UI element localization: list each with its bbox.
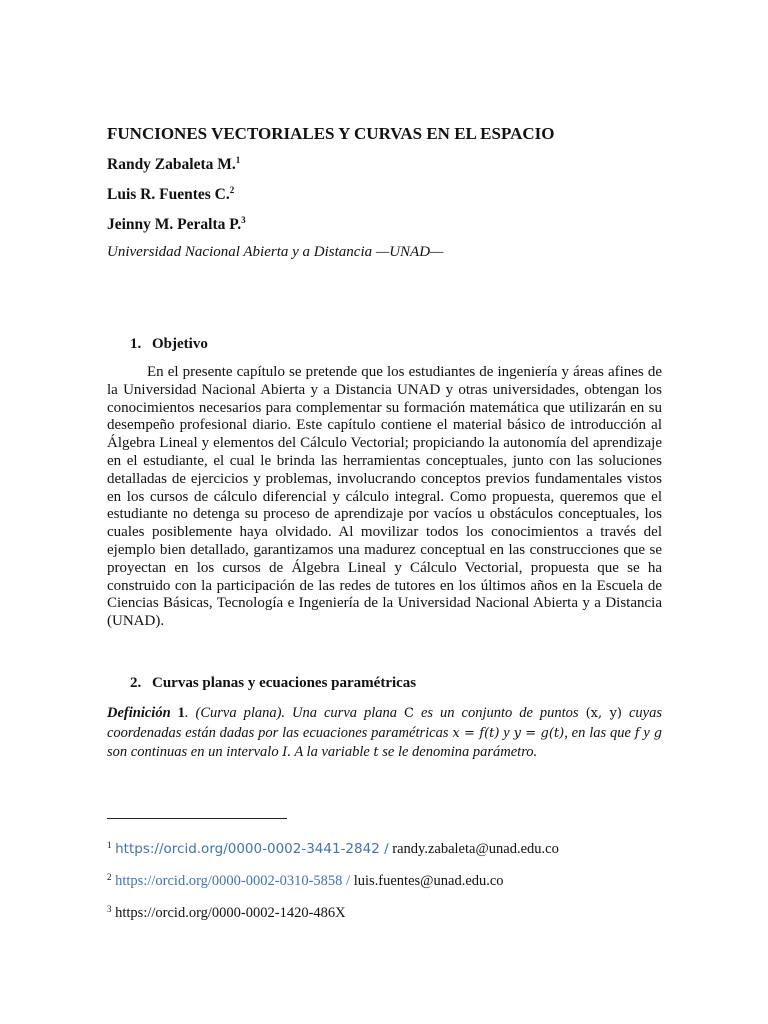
footnote-3-mark: 3 (107, 904, 112, 914)
footnote-3-orcid: https://orcid.org/0000-0002-1420-486X (115, 905, 346, 921)
footnote-2-orcid-link[interactable]: https://orcid.org/0000-0002-0310-5858 / (115, 873, 351, 889)
definition-text: . (Curva plana). Una curva plana (184, 705, 405, 721)
author-2 (107, 185, 234, 204)
math-y-equation: y = g(t) (513, 725, 565, 741)
math-interval-i: I (282, 745, 288, 760)
author-3 (107, 215, 246, 234)
section-2-heading (130, 675, 416, 692)
objective-paragraph: En el presente capítulo se pretende que los estudiantes de ingeniería y áreas afines de la Universidad Nacional Abierta y a Distancia UNAD y otras universidades, obtengan los conocimientos necesarios para complementar su formación matemática que utilizarán en su desempeño profesional diario. Este capítulo contiene el material básico de introducción al Álgebra Lineal y elementos del Cálculo Vectorial; propiciando la autonomía del aprendizaje en el estudiante, el cual le brinda las herramientas conceptuales, junto con las soluciones detalladas de ejercicios y problemas, involucrando conceptos previos fundamentales vistos en los cursos de cálculo diferencial y cálculo integral. Como propuesta, queremos que el estudiante no detenga su proceso de aprendizaje por vacíos u obstáculos conceptuales, los cuales posiblemente haya olvidado. Al movilizar todos los conocimientos a través del ejemplo bien detallado, garantizamos una madurez conceptual en las construcciones que se proyectan en los cursos de Álgebra Lineal y Cálculo Vectorial, propuesta que se ha construido con la participación de las redes de tutores en los últimos años en la Escuela de Ciencias Básicas, Tecnología e Ingeniería de la Universidad Nacional Abierta y a Distancia (UNAD). (107, 364, 662, 630)
footnote-2-mark: 2 (107, 872, 112, 882)
math-point-xy: (x, y) (585, 706, 623, 721)
footnote-2 (107, 872, 504, 890)
math-x-equation: x = f(t) (452, 725, 500, 741)
affiliation: Universidad Nacional Abierta y a Distancia —UNAD— (107, 244, 444, 260)
math-curve-c: C (404, 706, 414, 721)
definition-text: es un conjunto de puntos (413, 705, 586, 721)
definition-text: y (499, 724, 514, 741)
section-2-title: Curvas planas y ecuaciones paramétricas (152, 675, 417, 691)
author-3-footnote-mark[interactable]: 3 (241, 215, 246, 225)
footnote-3 (107, 904, 346, 922)
footnote-divider (107, 818, 287, 819)
definition-text: se le denomina parámetro. (378, 744, 538, 760)
author-2-footnote-mark[interactable]: 2 (229, 185, 235, 195)
math-f: f (634, 725, 640, 741)
footnote-1-email[interactable]: randy.zabaleta@unad.edu.co (392, 841, 559, 857)
author-1 (107, 155, 240, 174)
math-t: t (373, 745, 379, 760)
document-title: FUNCIONES VECTORIALES Y CURVAS EN EL ESPACIO (107, 124, 555, 143)
definition-text: cuyas coordenadas están dadas por las ecuaciones paramétricas (107, 705, 663, 741)
author-1-name: Randy Zabaleta M. (107, 156, 236, 173)
definition-text: , en las que (564, 724, 635, 741)
definition-text: y (639, 724, 654, 741)
definition-label: Definición (107, 705, 171, 721)
definition-1 (107, 704, 662, 763)
math-g: g (653, 725, 663, 741)
section-2-number: 2. (130, 675, 142, 691)
section-1-heading (130, 336, 208, 353)
footnote-1-mark: 1 (107, 840, 112, 850)
footnote-1 (107, 840, 559, 858)
definition-number: 1 (177, 705, 185, 721)
definition-text: son continuas en un intervalo (107, 744, 283, 760)
section-1-title: Objetivo (152, 336, 208, 352)
section-1-number: 1. (130, 336, 142, 352)
author-2-name: Luis R. Fuentes C. (107, 186, 230, 203)
author-1-footnote-mark[interactable]: 1 (235, 155, 241, 165)
footnote-1-orcid-link[interactable]: https://orcid.org/0000-0002-3441-2842 / (115, 841, 389, 857)
definition-text: . A la variable (287, 744, 374, 760)
footnote-2-email[interactable]: luis.fuentes@unad.edu.co (353, 873, 504, 889)
author-3-name: Jeinny M. Peralta P. (107, 216, 242, 233)
